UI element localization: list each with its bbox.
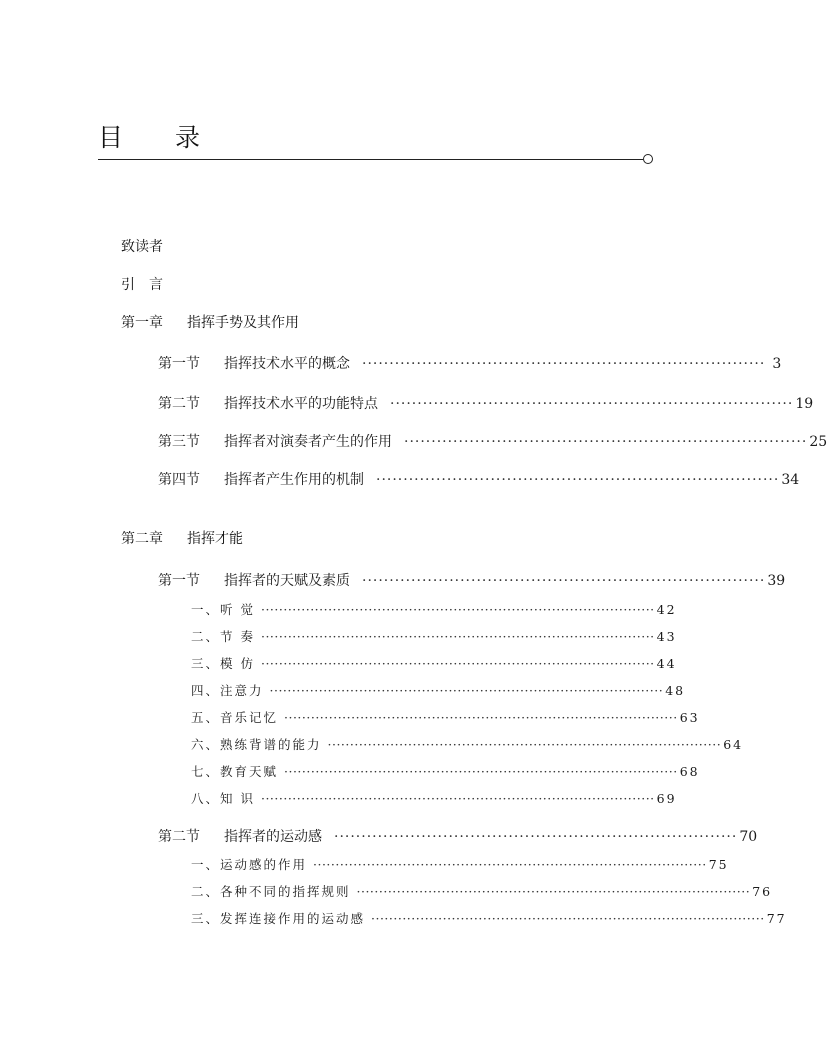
toc-section[interactable]	[158, 826, 758, 846]
leader-dots: ··········································································	[362, 573, 766, 589]
section-number: 第二节	[158, 829, 200, 845]
page-number: 76	[752, 884, 773, 899]
toc-item[interactable]	[191, 627, 677, 645]
page-title: 目 录	[98, 123, 222, 152]
toc-item[interactable]	[191, 762, 700, 780]
front-label: 致读者	[121, 239, 163, 255]
chapter-heading[interactable]	[121, 528, 243, 548]
chapter-title: 指挥手势及其作用	[187, 315, 299, 331]
toc-item[interactable]	[191, 708, 700, 726]
toc-section[interactable]	[158, 469, 800, 489]
toc-front-preface[interactable]	[121, 236, 163, 256]
section-title: 指挥者对演奏者产生的作用	[224, 434, 392, 450]
toc-item[interactable]	[191, 909, 787, 927]
section-title: 指挥技术水平的功能特点	[224, 396, 378, 412]
toc-item[interactable]	[191, 654, 677, 672]
toc-section[interactable]	[158, 353, 782, 373]
leader-dots: ························································································	[260, 656, 655, 671]
section-number: 第一节	[158, 573, 200, 589]
toc-item[interactable]	[191, 681, 686, 699]
section-title: 指挥者的天赋及素质	[224, 573, 350, 589]
page-number: 43	[656, 629, 677, 644]
item-title: 二、节 奏	[191, 629, 255, 644]
toc-item[interactable]	[191, 600, 677, 618]
page-number: 42	[656, 602, 677, 617]
rule-end-circle-icon	[643, 154, 653, 164]
leader-dots: ························································································	[284, 710, 678, 725]
page-number: 25	[809, 434, 827, 450]
leader-dots: ························································································	[260, 629, 655, 644]
page-number: 48	[665, 683, 686, 698]
section-number: 第二节	[158, 396, 200, 412]
chapter-number: 第二章	[121, 531, 163, 547]
page-number: 75	[708, 857, 729, 872]
page-number: 39	[767, 573, 786, 589]
chapter-title: 指挥才能	[187, 531, 243, 547]
toc-section[interactable]	[158, 570, 786, 590]
page-number: 19	[795, 396, 814, 412]
leader-dots: ··········································································	[376, 472, 780, 488]
page-number: 63	[679, 710, 700, 725]
item-title: 五、音乐记忆	[191, 710, 279, 725]
page-number: 34	[781, 472, 800, 488]
leader-dots: ························································································	[260, 791, 655, 806]
item-title: 二、各种不同的指挥规则	[191, 884, 351, 899]
item-title: 七、教育天赋	[191, 764, 279, 779]
toc-item[interactable]	[191, 789, 677, 807]
section-title: 指挥者产生作用的机制	[224, 472, 364, 488]
page-number: 44	[656, 656, 677, 671]
leader-dots: ··········································································	[404, 434, 808, 450]
title-rule	[98, 159, 643, 160]
page-number: 3	[772, 356, 782, 372]
toc-item[interactable]	[191, 855, 729, 873]
toc-front-intro[interactable]	[121, 274, 163, 294]
leader-dots: ··········································································	[334, 829, 738, 845]
leader-dots: ························································································	[327, 737, 722, 752]
page-number: 70	[739, 829, 758, 845]
page-number: 69	[656, 791, 677, 806]
leader-dots: ························································································	[313, 857, 707, 872]
chapter-heading[interactable]	[121, 312, 299, 332]
toc-section[interactable]	[158, 431, 827, 451]
section-number: 第四节	[158, 472, 200, 488]
item-title: 一、听 觉	[191, 602, 255, 617]
item-title: 一、运动感的作用	[191, 857, 308, 872]
leader-dots: ··········································································	[362, 356, 766, 372]
section-title: 指挥者的运动感	[224, 829, 322, 845]
leader-dots: ························································································	[284, 764, 678, 779]
page-number: 77	[766, 911, 787, 926]
item-title: 三、模 仿	[191, 656, 255, 671]
item-title: 四、注意力	[191, 683, 264, 698]
page-number: 64	[723, 737, 744, 752]
section-title: 指挥技术水平的概念	[224, 356, 350, 372]
toc-item[interactable]	[191, 735, 744, 753]
leader-dots: ························································································	[371, 911, 765, 926]
front-label: 引 言	[121, 277, 163, 293]
section-number: 第一节	[158, 356, 200, 372]
chapter-number: 第一章	[121, 315, 163, 331]
item-title: 八、知 识	[191, 791, 255, 806]
item-title: 六、熟练背谱的能力	[191, 737, 322, 752]
leader-dots: ························································································	[356, 884, 751, 899]
item-title: 三、发挥连接作用的运动感	[191, 911, 366, 926]
toc-section[interactable]	[158, 393, 814, 413]
toc-item[interactable]	[191, 882, 773, 900]
section-number: 第三节	[158, 434, 200, 450]
page-number: 68	[679, 764, 700, 779]
leader-dots: ························································································	[269, 683, 664, 698]
leader-dots: ························································································	[260, 602, 655, 617]
leader-dots: ··········································································	[390, 396, 794, 412]
